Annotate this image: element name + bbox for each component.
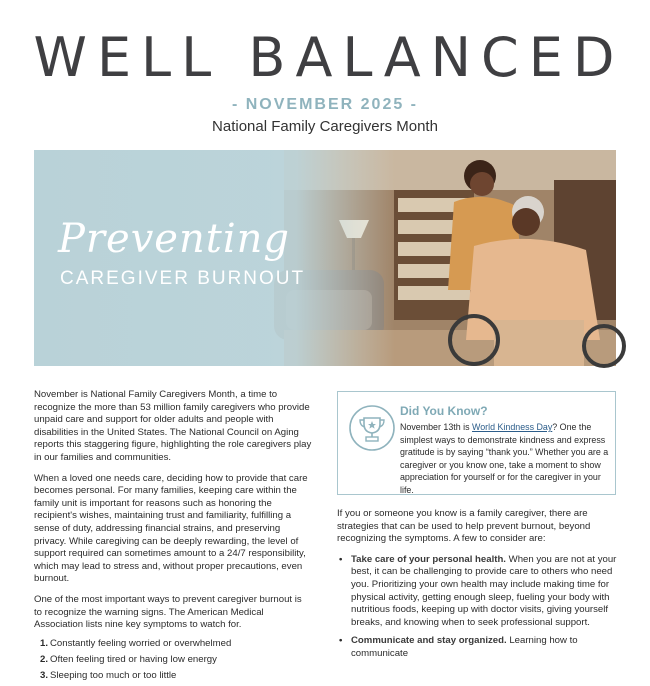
intro-paragraph-3: One of the most important ways to prevent caregiver burnout is to recognize the warning signs. The American Medical Association lists nine key symptoms to watch for.: [34, 593, 302, 631]
issue-date: - NOVEMBER 2025 -: [231, 96, 419, 113]
did-you-know-text-before: November 13th is: [400, 422, 473, 432]
list-number: 1.: [40, 637, 49, 649]
list-text: Sleeping too much or too little: [50, 669, 177, 681]
did-you-know-text-after: ? One the simplest ways to demonstrate kindness and express gratitude is by saying “thank you.” Whether you are a caregiver or you know one, take a moment to show appreciation for yourself or for the caregiver in your life.: [400, 422, 609, 495]
strategies-intro: If you or someone you know is a family caregiver, there are strategies that can be used to help prevent burnout, beyond recognizing the symptoms. A few to consider are:: [337, 508, 591, 545]
strategy-lead: Communicate and stay organized.: [351, 635, 507, 647]
strategy-text: When you are not at your best, it can be challenging to provide care to others who need you. Prioritizing your own health may include making time for physical activity, getting enough sleep, fueling your body with nutritious foods, keeping up with doctor visits, giving yourself breaks, and knowing when to seek professional support.: [351, 553, 617, 628]
did-you-know-text: [400, 421, 610, 496]
did-you-know-box: [337, 391, 616, 495]
list-item: [34, 670, 312, 683]
strategy-list: [337, 554, 617, 661]
list-item: [34, 654, 312, 667]
bullet-icon: •: [339, 553, 343, 565]
symptom-list: [34, 638, 312, 683]
strategy-text: Learning how to communicate: [351, 635, 578, 659]
world-kindness-day-link[interactable]: World Kindness Day: [472, 422, 553, 432]
hero-caps-title: CAREGIVER BURNOUT: [60, 268, 306, 289]
intro-paragraph-2: When a loved one needs care, deciding how to provide that care becomes personal. For many families, keeping care within the family unit is important for reasons such as honoring the recipient's wishes, maintaining trust and familiarity, fulfilling a sense of duty, addressing financial strains, and preserving privacy. While caregiving can be deeply rewarding, the level of support required can sometimes amount to a 24/7 responsibility, which may lead to stress and, without proper precautions, even burnout.: [34, 472, 308, 585]
hero-script-title: Preventing: [58, 216, 290, 262]
did-you-know-title: Did You Know?: [400, 404, 488, 418]
list-text: [351, 635, 617, 660]
list-text: Often feeling tired or having low energy: [50, 653, 217, 665]
list-number: 2.: [40, 653, 49, 665]
list-item: [337, 635, 617, 660]
strategy-lead: Take care of your personal health.: [351, 553, 506, 565]
article-right-column: [337, 508, 617, 667]
list-number: 3.: [40, 669, 49, 681]
list-item: [337, 554, 617, 630]
masthead: [0, 28, 650, 88]
masthead-title: WELL BALANCED: [33, 26, 625, 89]
issue-subtitle: National Family Caregivers Month: [212, 118, 438, 135]
bullet-icon: •: [339, 635, 343, 647]
list-text: Constantly feeling worried or overwhelmed: [50, 637, 232, 649]
list-item: [34, 638, 312, 651]
article-left-column: [34, 389, 312, 686]
list-text: [351, 554, 617, 630]
intro-paragraph-1: November is National Family Caregivers Month, a time to recognize the more than 53 million family caregivers who provide unpaid care and support for older adults and people with disabilities in the United States. The National Council on Aging reports this staggering figure, highlighting the role caregivers play in our families and communities.: [34, 389, 312, 463]
trophy-icon: [348, 404, 396, 452]
hero-banner: [34, 150, 616, 366]
